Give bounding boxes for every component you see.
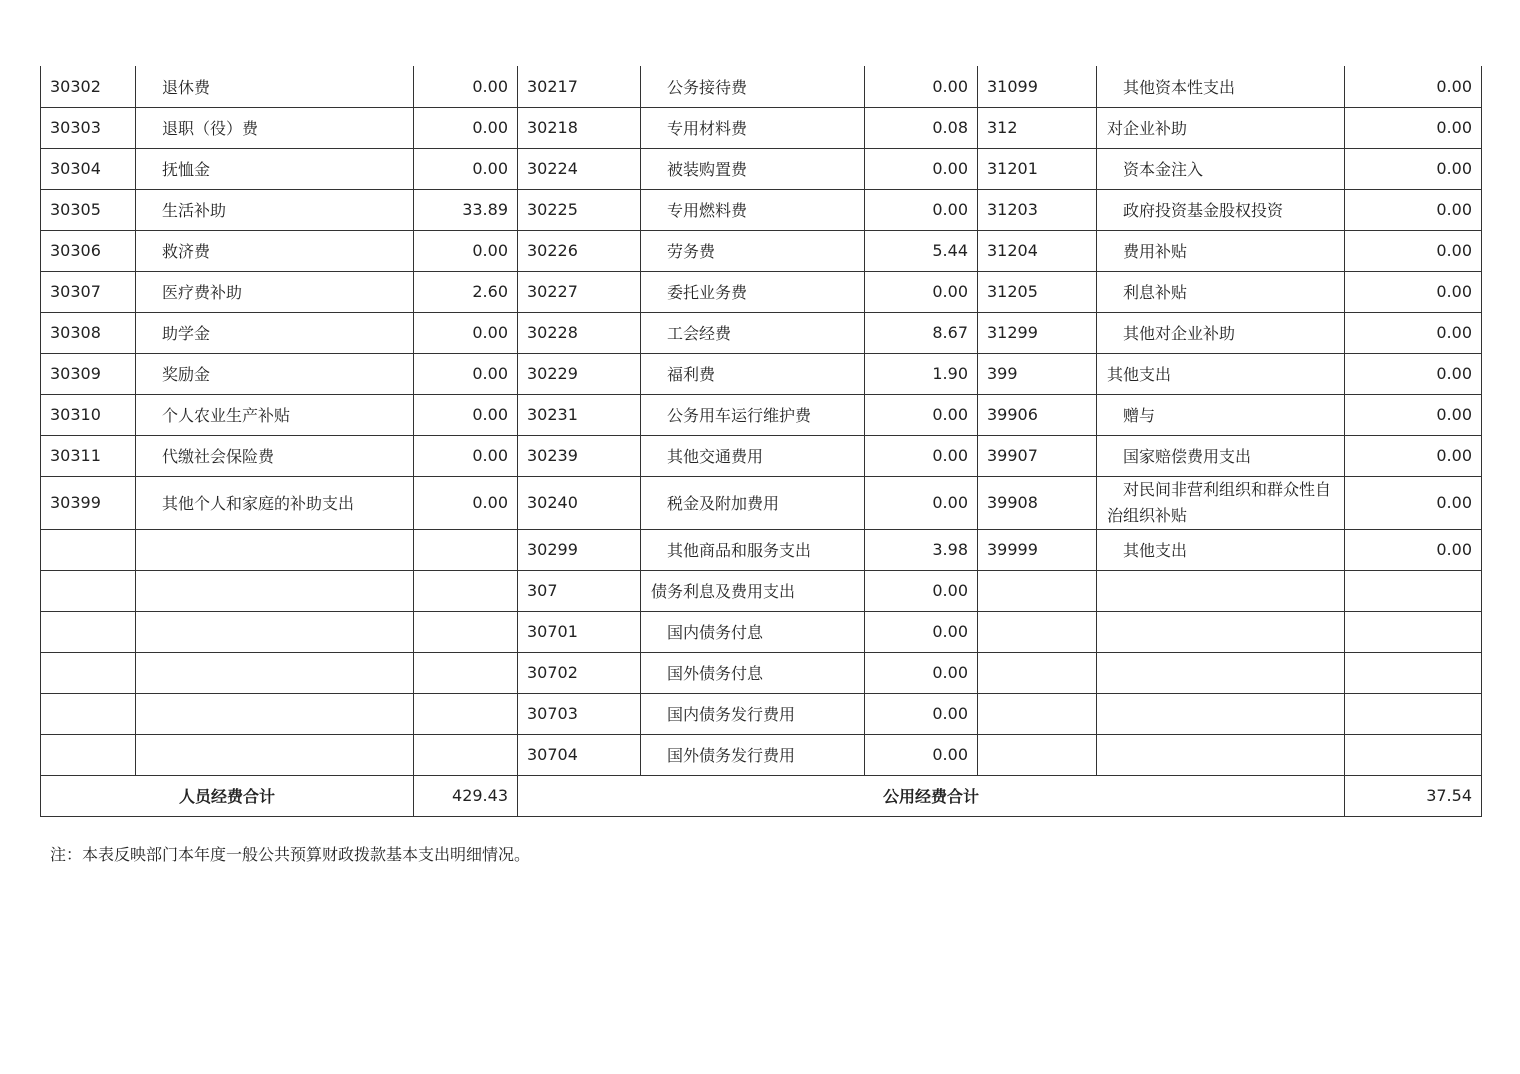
group-a-code-cell: 30303 bbox=[41, 107, 136, 148]
expenditure-table-sheet bbox=[40, 66, 1481, 817]
group-a-name-cell bbox=[136, 611, 414, 652]
group-a-name-cell bbox=[136, 734, 414, 775]
table-row bbox=[41, 107, 1482, 148]
group-a-amount-cell: 0.00 bbox=[414, 476, 518, 529]
group-b-code-cell: 30217 bbox=[518, 66, 641, 107]
group-a-amount-cell: 33.89 bbox=[414, 189, 518, 230]
group-a-code-cell: 30309 bbox=[41, 353, 136, 394]
group-b-amount-cell: 5.44 bbox=[865, 230, 978, 271]
group-a-amount-cell bbox=[414, 693, 518, 734]
group-c-amount-cell bbox=[1345, 693, 1482, 734]
group-b-name-cell: 其他商品和服务支出 bbox=[641, 529, 865, 570]
totals-row bbox=[41, 775, 1482, 816]
group-b-code-cell: 30228 bbox=[518, 312, 641, 353]
group-c-code-cell: 399 bbox=[978, 353, 1097, 394]
group-a-code-cell: 30310 bbox=[41, 394, 136, 435]
group-a-code-cell bbox=[41, 611, 136, 652]
table-row bbox=[41, 435, 1482, 476]
group-a-amount-cell bbox=[414, 734, 518, 775]
group-a-amount-cell: 0.00 bbox=[414, 394, 518, 435]
group-b-code-cell: 30240 bbox=[518, 476, 641, 529]
group-a-code-cell: 30307 bbox=[41, 271, 136, 312]
group-c-name-cell: 政府投资基金股权投资 bbox=[1097, 189, 1345, 230]
group-b-amount-cell: 1.90 bbox=[865, 353, 978, 394]
table-row bbox=[41, 693, 1482, 734]
group-b-code-cell: 30218 bbox=[518, 107, 641, 148]
group-a-amount-cell: 0.00 bbox=[414, 435, 518, 476]
group-b-name-cell: 债务利息及费用支出 bbox=[641, 570, 865, 611]
group-c-code-cell bbox=[978, 570, 1097, 611]
group-b-amount-cell: 3.98 bbox=[865, 529, 978, 570]
group-a-amount-cell: 0.00 bbox=[414, 230, 518, 271]
group-b-code-cell: 30702 bbox=[518, 652, 641, 693]
group-a-amount-cell: 0.00 bbox=[414, 107, 518, 148]
table-row bbox=[41, 734, 1482, 775]
group-b-amount-cell: 8.67 bbox=[865, 312, 978, 353]
group-b-amount-cell: 0.00 bbox=[865, 394, 978, 435]
table-row bbox=[41, 189, 1482, 230]
group-b-name-cell: 其他交通费用 bbox=[641, 435, 865, 476]
group-a-name-cell: 其他个人和家庭的补助支出 bbox=[136, 476, 414, 529]
group-b-amount-cell: 0.00 bbox=[865, 693, 978, 734]
group-c-amount-cell bbox=[1345, 570, 1482, 611]
group-b-name-cell: 国内债务付息 bbox=[641, 611, 865, 652]
group-c-amount-cell: 0.00 bbox=[1345, 312, 1482, 353]
table-row bbox=[41, 66, 1482, 107]
group-b-name-cell: 工会经费 bbox=[641, 312, 865, 353]
group-b-name-cell: 专用材料费 bbox=[641, 107, 865, 148]
public-total-label: 公用经费合计 bbox=[518, 775, 1345, 816]
group-c-name-cell: 对民间非营利组织和群众性自治组织补贴 bbox=[1097, 476, 1345, 529]
group-b-name-cell: 国内债务发行费用 bbox=[641, 693, 865, 734]
group-c-name-cell: 国家赔偿费用支出 bbox=[1097, 435, 1345, 476]
table-row bbox=[41, 312, 1482, 353]
group-c-code-cell bbox=[978, 693, 1097, 734]
group-b-code-cell: 30231 bbox=[518, 394, 641, 435]
group-c-name-cell: 对企业补助 bbox=[1097, 107, 1345, 148]
group-a-amount-cell bbox=[414, 611, 518, 652]
group-a-code-cell: 30305 bbox=[41, 189, 136, 230]
group-b-amount-cell: 0.00 bbox=[865, 652, 978, 693]
group-b-name-cell: 国外债务发行费用 bbox=[641, 734, 865, 775]
group-b-code-cell: 30239 bbox=[518, 435, 641, 476]
group-a-name-cell bbox=[136, 529, 414, 570]
group-a-code-cell bbox=[41, 570, 136, 611]
group-c-amount-cell bbox=[1345, 611, 1482, 652]
group-c-code-cell: 31099 bbox=[978, 66, 1097, 107]
group-c-code-cell: 31203 bbox=[978, 189, 1097, 230]
group-c-name-cell bbox=[1097, 652, 1345, 693]
group-b-amount-cell: 0.00 bbox=[865, 66, 978, 107]
group-c-name-cell: 资本金注入 bbox=[1097, 148, 1345, 189]
group-a-amount-cell bbox=[414, 570, 518, 611]
group-c-amount-cell bbox=[1345, 652, 1482, 693]
group-b-code-cell: 30225 bbox=[518, 189, 641, 230]
group-a-name-cell bbox=[136, 570, 414, 611]
group-a-name-cell: 退休费 bbox=[136, 66, 414, 107]
group-c-name-cell bbox=[1097, 570, 1345, 611]
group-c-code-cell: 31299 bbox=[978, 312, 1097, 353]
group-c-code-cell bbox=[978, 611, 1097, 652]
group-a-name-cell: 退职（役）费 bbox=[136, 107, 414, 148]
group-a-name-cell bbox=[136, 693, 414, 734]
group-b-name-cell: 委托业务费 bbox=[641, 271, 865, 312]
table-row bbox=[41, 394, 1482, 435]
group-a-amount-cell: 0.00 bbox=[414, 66, 518, 107]
group-c-code-cell: 39908 bbox=[978, 476, 1097, 529]
group-b-code-cell: 30226 bbox=[518, 230, 641, 271]
group-b-code-cell: 30299 bbox=[518, 529, 641, 570]
group-c-code-cell: 39906 bbox=[978, 394, 1097, 435]
group-c-name-cell: 利息补贴 bbox=[1097, 271, 1345, 312]
group-c-code-cell: 31205 bbox=[978, 271, 1097, 312]
group-a-code-cell bbox=[41, 529, 136, 570]
group-a-code-cell: 30304 bbox=[41, 148, 136, 189]
group-b-code-cell: 30701 bbox=[518, 611, 641, 652]
group-a-code-cell: 30308 bbox=[41, 312, 136, 353]
group-b-name-cell: 劳务费 bbox=[641, 230, 865, 271]
group-b-name-cell: 被装购置费 bbox=[641, 148, 865, 189]
group-c-code-cell: 39999 bbox=[978, 529, 1097, 570]
group-a-name-cell: 助学金 bbox=[136, 312, 414, 353]
group-b-amount-cell: 0.00 bbox=[865, 570, 978, 611]
group-c-amount-cell bbox=[1345, 734, 1482, 775]
group-c-name-cell: 其他资本性支出 bbox=[1097, 66, 1345, 107]
group-c-amount-cell: 0.00 bbox=[1345, 353, 1482, 394]
public-total-amount: 37.54 bbox=[1345, 775, 1482, 816]
table-row bbox=[41, 529, 1482, 570]
table-row bbox=[41, 271, 1482, 312]
group-b-code-cell: 30227 bbox=[518, 271, 641, 312]
personnel-total-amount: 429.43 bbox=[414, 775, 518, 816]
group-c-amount-cell: 0.00 bbox=[1345, 148, 1482, 189]
group-a-name-cell: 奖励金 bbox=[136, 353, 414, 394]
group-b-code-cell: 30704 bbox=[518, 734, 641, 775]
group-b-code-cell: 307 bbox=[518, 570, 641, 611]
table-row bbox=[41, 611, 1482, 652]
group-b-code-cell: 30224 bbox=[518, 148, 641, 189]
group-a-name-cell: 救济费 bbox=[136, 230, 414, 271]
group-c-amount-cell: 0.00 bbox=[1345, 435, 1482, 476]
group-c-name-cell: 其他对企业补助 bbox=[1097, 312, 1345, 353]
group-c-code-cell: 31201 bbox=[978, 148, 1097, 189]
personnel-total-label: 人员经费合计 bbox=[41, 775, 414, 816]
group-b-name-cell: 专用燃料费 bbox=[641, 189, 865, 230]
group-c-amount-cell: 0.00 bbox=[1345, 271, 1482, 312]
group-c-code-cell bbox=[978, 734, 1097, 775]
group-c-name-cell bbox=[1097, 693, 1345, 734]
group-a-name-cell bbox=[136, 652, 414, 693]
group-c-amount-cell: 0.00 bbox=[1345, 394, 1482, 435]
group-c-amount-cell: 0.00 bbox=[1345, 189, 1482, 230]
group-b-amount-cell: 0.00 bbox=[865, 271, 978, 312]
table-body bbox=[41, 66, 1482, 775]
group-c-name-cell: 其他支出 bbox=[1097, 353, 1345, 394]
table-row bbox=[41, 570, 1482, 611]
group-b-name-cell: 公务用车运行维护费 bbox=[641, 394, 865, 435]
group-b-code-cell: 30229 bbox=[518, 353, 641, 394]
group-b-amount-cell: 0.00 bbox=[865, 148, 978, 189]
group-a-code-cell: 30306 bbox=[41, 230, 136, 271]
group-a-amount-cell: 0.00 bbox=[414, 148, 518, 189]
group-b-code-cell: 30703 bbox=[518, 693, 641, 734]
group-a-code-cell bbox=[41, 652, 136, 693]
table-row bbox=[41, 652, 1482, 693]
group-a-code-cell: 30399 bbox=[41, 476, 136, 529]
table-row bbox=[41, 353, 1482, 394]
group-c-amount-cell: 0.00 bbox=[1345, 476, 1482, 529]
group-b-amount-cell: 0.00 bbox=[865, 476, 978, 529]
group-a-amount-cell bbox=[414, 652, 518, 693]
group-a-name-cell: 抚恤金 bbox=[136, 148, 414, 189]
group-a-name-cell: 生活补助 bbox=[136, 189, 414, 230]
group-a-code-cell: 30311 bbox=[41, 435, 136, 476]
group-b-name-cell: 公务接待费 bbox=[641, 66, 865, 107]
group-a-amount-cell: 2.60 bbox=[414, 271, 518, 312]
group-a-code-cell bbox=[41, 693, 136, 734]
table-row bbox=[41, 230, 1482, 271]
group-c-code-cell bbox=[978, 652, 1097, 693]
group-c-amount-cell: 0.00 bbox=[1345, 107, 1482, 148]
table-row bbox=[41, 476, 1482, 529]
group-b-name-cell: 税金及附加费用 bbox=[641, 476, 865, 529]
group-c-code-cell: 39907 bbox=[978, 435, 1097, 476]
group-a-name-cell: 代缴社会保险费 bbox=[136, 435, 414, 476]
group-a-amount-cell: 0.00 bbox=[414, 312, 518, 353]
group-a-code-cell: 30302 bbox=[41, 66, 136, 107]
group-b-amount-cell: 0.00 bbox=[865, 189, 978, 230]
group-b-name-cell: 国外债务付息 bbox=[641, 652, 865, 693]
group-a-code-cell bbox=[41, 734, 136, 775]
group-c-amount-cell: 0.00 bbox=[1345, 230, 1482, 271]
group-b-amount-cell: 0.00 bbox=[865, 611, 978, 652]
group-a-name-cell: 个人农业生产补贴 bbox=[136, 394, 414, 435]
group-c-amount-cell: 0.00 bbox=[1345, 529, 1482, 570]
group-b-name-cell: 福利费 bbox=[641, 353, 865, 394]
group-a-amount-cell: 0.00 bbox=[414, 353, 518, 394]
table-row bbox=[41, 148, 1482, 189]
group-a-name-cell: 医疗费补助 bbox=[136, 271, 414, 312]
group-c-name-cell: 费用补贴 bbox=[1097, 230, 1345, 271]
expenditure-detail-table bbox=[40, 66, 1482, 817]
group-b-amount-cell: 0.00 bbox=[865, 734, 978, 775]
group-c-name-cell: 赠与 bbox=[1097, 394, 1345, 435]
group-c-name-cell bbox=[1097, 734, 1345, 775]
group-c-name-cell bbox=[1097, 611, 1345, 652]
group-b-amount-cell: 0.00 bbox=[865, 435, 978, 476]
group-c-name-cell: 其他支出 bbox=[1097, 529, 1345, 570]
group-c-amount-cell: 0.00 bbox=[1345, 66, 1482, 107]
group-b-amount-cell: 0.08 bbox=[865, 107, 978, 148]
table-footnote: 注：本表反映部门本年度一般公共预算财政拨款基本支出明细情况。 bbox=[50, 845, 531, 864]
group-c-code-cell: 31204 bbox=[978, 230, 1097, 271]
group-a-amount-cell bbox=[414, 529, 518, 570]
group-c-code-cell: 312 bbox=[978, 107, 1097, 148]
